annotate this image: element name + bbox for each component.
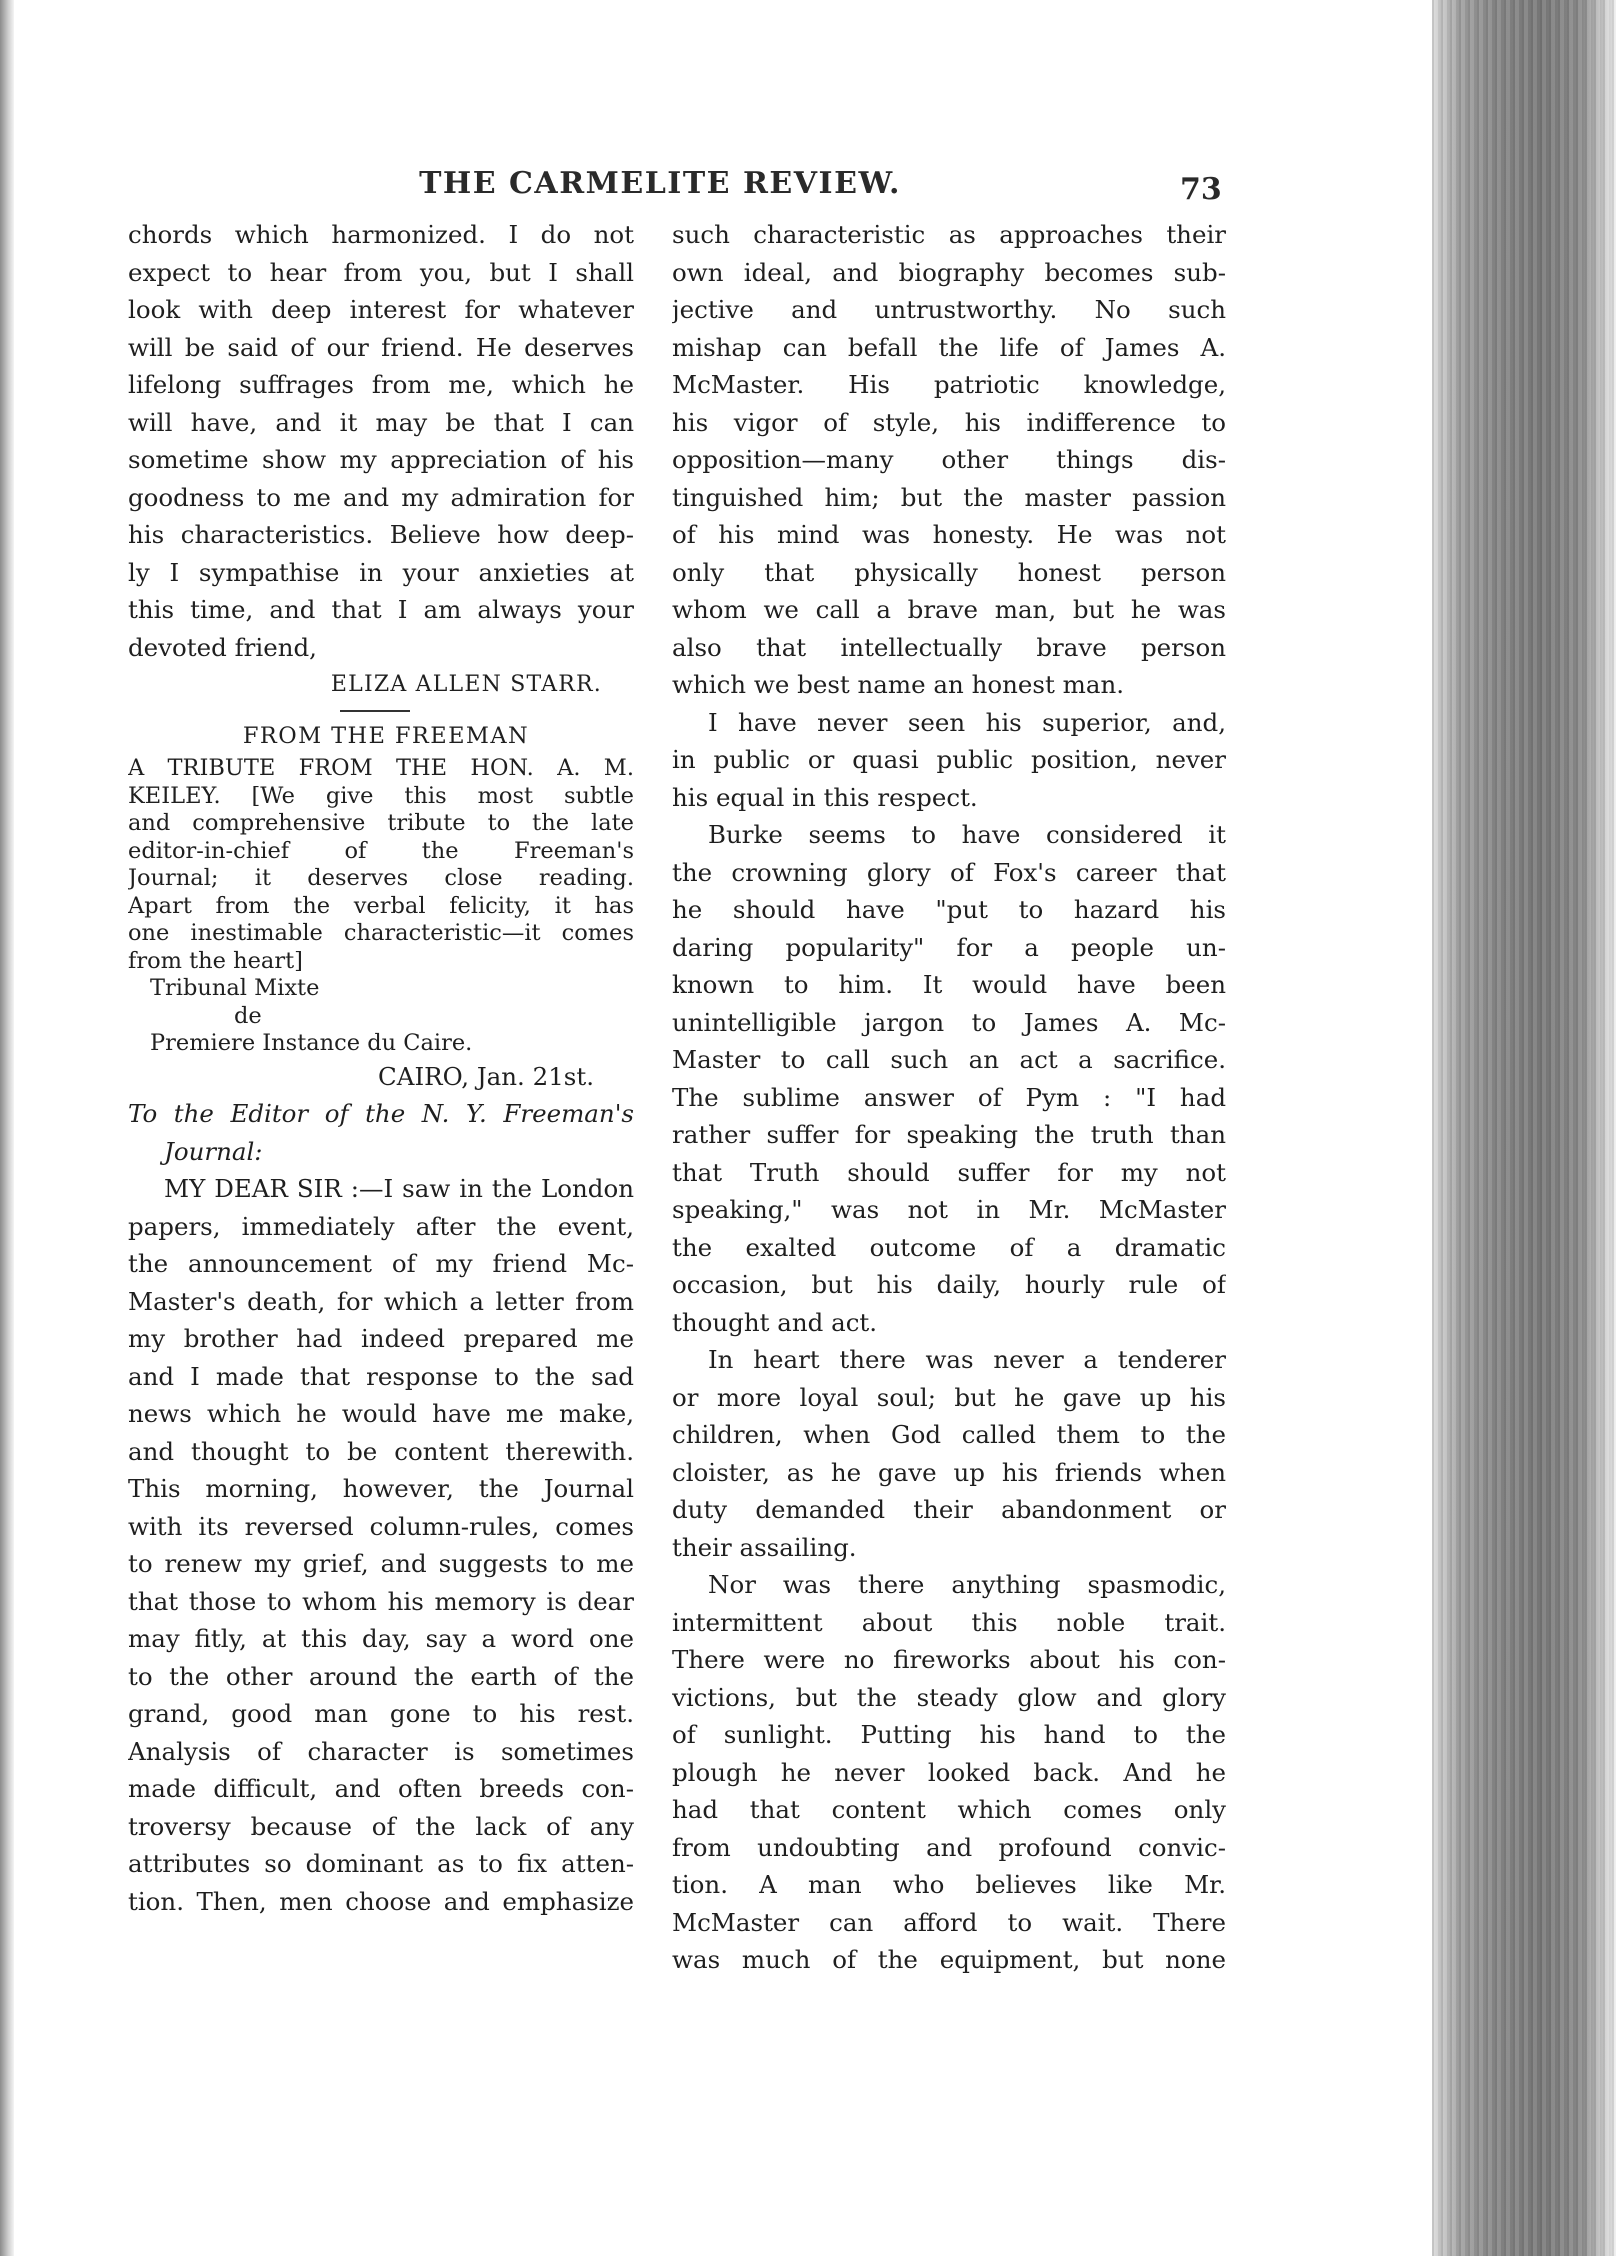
text-line: plough he never looked back. And he bbox=[672, 1757, 1226, 1787]
text-line: McMaster. His patriotic knowledge, bbox=[672, 370, 1226, 399]
text-line: ly I sympathise in your anxieties at bbox=[128, 557, 634, 587]
tribute-line: KEILEY. [We give this most subtle bbox=[128, 782, 634, 809]
text-line: rather suffer for speaking the truth than bbox=[672, 1120, 1226, 1149]
book-page-edges bbox=[1432, 0, 1616, 2256]
text-line: grand, good man gone to his rest. bbox=[128, 1699, 634, 1728]
text-line: or more loyal soul; but he gave up his bbox=[672, 1382, 1226, 1412]
text-line: in public or quasi public position, never bbox=[672, 745, 1226, 774]
text-line: I have never seen his superior, and, bbox=[708, 707, 1226, 737]
address-line: Tribunal Mixte bbox=[150, 975, 320, 1001]
tribute-line: from the heart] bbox=[128, 947, 303, 974]
left-column bbox=[128, 216, 634, 1920]
text-line: my brother had indeed prepared me bbox=[128, 1324, 634, 1353]
text-line: from undoubting and profound convic- bbox=[672, 1832, 1226, 1862]
text-line: intermittent about this noble trait. bbox=[672, 1607, 1226, 1637]
salutation: To the Editor of the N. Y. Freeman's bbox=[128, 1099, 634, 1128]
text-line: known to him. It would have been bbox=[672, 970, 1226, 999]
text-line: of his mind was honesty. He was not bbox=[672, 520, 1226, 549]
tribute-line: A TRIBUTE FROM THE HON. A. M. bbox=[128, 755, 634, 781]
text-line: of sunlight. Putting his hand to the bbox=[672, 1720, 1226, 1749]
text-line: lifelong suffrages from me, which he bbox=[128, 370, 634, 399]
text-line: Nor was there anything spasmodic, bbox=[708, 1570, 1226, 1599]
tribute-line: Journal; it deserves close reading. bbox=[128, 865, 634, 891]
text-line: his vigor of style, his indifference to bbox=[672, 407, 1226, 437]
text-line: chords which harmonized. I do not bbox=[128, 220, 634, 249]
text-line: his equal in this respect. bbox=[672, 782, 978, 812]
text-line: also that intellectually brave person bbox=[672, 632, 1226, 662]
text-line: jective and untrustworthy. No such bbox=[672, 295, 1226, 324]
text-line: mishap can befall the life of James A. bbox=[672, 332, 1226, 362]
tribute-line: Apart from the verbal felicity, it has bbox=[128, 892, 634, 919]
text-line: that those to whom his memory is dear bbox=[128, 1586, 634, 1616]
text-line: tinguished him; but the master passion bbox=[672, 482, 1226, 512]
text-line: the crowning glory of Fox's career that bbox=[672, 857, 1226, 887]
text-line: may fitly, at this day, say a word one bbox=[128, 1624, 634, 1653]
text-line: was much of the equipment, but none bbox=[672, 1945, 1226, 1974]
page-number: 73 bbox=[1180, 172, 1222, 207]
text-line: own ideal, and biography becomes sub- bbox=[672, 257, 1226, 287]
text-line: to renew my grief, and suggests to me bbox=[128, 1549, 634, 1578]
text-line: cloister, as he gave up his friends when bbox=[672, 1457, 1226, 1487]
signature: ELIZA ALLEN STARR. bbox=[330, 672, 602, 697]
text-line: this time, and that I am always your bbox=[128, 595, 634, 624]
text-line: McMaster can afford to wait. There bbox=[672, 1907, 1226, 1937]
text-line: he should have "put to hazard his bbox=[672, 895, 1226, 924]
page-header bbox=[400, 166, 1240, 216]
text-line: look with deep interest for whatever bbox=[128, 295, 634, 324]
tribute-line: and comprehensive tribute to the late bbox=[128, 810, 634, 836]
text-line: that Truth should suffer for my not bbox=[672, 1157, 1226, 1187]
text-line: will be said of our friend. He deserves bbox=[128, 332, 634, 362]
text-line: opposition—many other things dis- bbox=[672, 445, 1226, 474]
tribute-line: one inestimable characteristic—it comes bbox=[128, 920, 634, 946]
text-line: had that content which comes only bbox=[672, 1795, 1226, 1824]
text-line: The sublime answer of Pym : "I had bbox=[672, 1082, 1226, 1112]
right-column bbox=[672, 216, 1226, 1979]
text-line: There were no fireworks about his con- bbox=[672, 1645, 1226, 1674]
text-line: daring popularity" for a people un- bbox=[672, 932, 1226, 962]
text-line: troversy because of the lack of any bbox=[128, 1811, 634, 1841]
text-line: with its reversed column-rules, comes bbox=[128, 1511, 634, 1541]
text-line: papers, immediately after the event, bbox=[128, 1211, 634, 1241]
tribute-line: editor-in-chief of the Freeman's bbox=[128, 837, 634, 864]
text-line: made difficult, and often breeds con- bbox=[128, 1774, 634, 1803]
text-line: sometime show my appreciation of his bbox=[128, 445, 634, 474]
text-line: MY DEAR SIR :—I saw in the London bbox=[164, 1174, 634, 1203]
text-line: Analysis of character is sometimes bbox=[128, 1736, 634, 1766]
text-line: Burke seems to have considered it bbox=[708, 820, 1226, 849]
text-line: and I made that response to the sad bbox=[128, 1361, 634, 1391]
text-line: Master's death, for which a letter from bbox=[128, 1286, 634, 1316]
text-line: speaking," was not in Mr. McMaster bbox=[672, 1195, 1226, 1224]
text-line: children, when God called them to the bbox=[672, 1420, 1226, 1449]
text-line: victions, but the steady glow and glory bbox=[672, 1682, 1226, 1712]
salutation: Journal: bbox=[164, 1136, 263, 1166]
text-line: This morning, however, the Journal bbox=[128, 1474, 634, 1503]
text-line: will have, and it may be that I can bbox=[128, 407, 634, 437]
text-line: whom we call a brave man, but he was bbox=[672, 595, 1226, 624]
text-line: the announcement of my friend Mc- bbox=[128, 1249, 634, 1278]
text-line: which we best name an honest man. bbox=[672, 670, 1125, 699]
section-divider bbox=[340, 710, 410, 712]
text-line: duty demanded their abandonment or bbox=[672, 1495, 1226, 1524]
text-line: In heart there was never a tenderer bbox=[708, 1345, 1226, 1374]
text-line: devoted friend, bbox=[128, 632, 317, 662]
text-line: news which he would have me make, bbox=[128, 1399, 634, 1428]
address-line: de bbox=[234, 1002, 262, 1029]
text-line: their assailing. bbox=[672, 1532, 857, 1562]
left-page-edge bbox=[0, 0, 14, 2256]
text-line: Master to call such an act a sacrifice. bbox=[672, 1045, 1226, 1074]
text-line: such characteristic as approaches their bbox=[672, 220, 1226, 249]
running-title: THE CARMELITE REVIEW. bbox=[419, 166, 901, 201]
text-line: expect to hear from you, but I shall bbox=[128, 257, 634, 287]
text-line: goodness to me and my admiration for bbox=[128, 482, 634, 512]
text-line: only that physically honest person bbox=[672, 557, 1226, 587]
dateline: CAIRO, Jan. 21st. bbox=[378, 1061, 594, 1091]
text-line: and thought to be content therewith. bbox=[128, 1436, 634, 1466]
text-line: occasion, but his daily, hourly rule of bbox=[672, 1270, 1226, 1299]
text-line: thought and act. bbox=[672, 1307, 878, 1337]
section-heading: FROM THE FREEMAN bbox=[242, 722, 530, 749]
text-line: tion. Then, men choose and emphasize bbox=[128, 1886, 634, 1916]
text-line: unintelligible jargon to James A. Mc- bbox=[672, 1007, 1226, 1037]
text-line: to the other around the earth of the bbox=[128, 1661, 634, 1691]
address-line: Premiere Instance du Caire. bbox=[150, 1030, 473, 1056]
text-line: his characteristics. Believe how deep- bbox=[128, 520, 634, 549]
text-line: attributes so dominant as to fix atten- bbox=[128, 1849, 634, 1878]
text-line: the exalted outcome of a dramatic bbox=[672, 1232, 1226, 1262]
text-line: tion. A man who believes like Mr. bbox=[672, 1870, 1226, 1899]
